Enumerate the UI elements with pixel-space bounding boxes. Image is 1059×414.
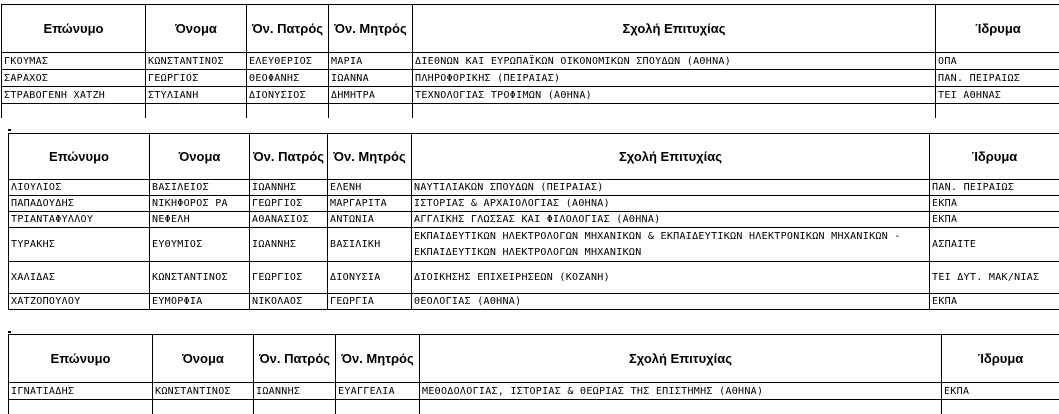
cell-school: ΔΙΟΙΚΗΣΗΣ ΕΠΙΧΕΙΡΗΣΕΩΝ (ΚΟΖΑΝΗ) xyxy=(412,262,930,294)
cell-mother: ΕΛΕΝΗ xyxy=(328,180,412,196)
cell-surname: ΣΑΡΑΧΟΣ xyxy=(2,70,146,87)
header-school: Σχολή Επιτυχίας xyxy=(420,335,942,383)
header-name: Όνομα xyxy=(150,134,250,180)
blank-row xyxy=(2,104,1059,119)
cell-mother: ΑΝΤΩΝΙΑ xyxy=(328,212,412,228)
table-row xyxy=(9,383,1059,400)
header-surname: Επώνυμο xyxy=(2,5,146,53)
header-mother: Όν. Μητρός xyxy=(336,335,420,383)
table-header-row xyxy=(9,134,1059,180)
cell-father: ΝΙΚΟΛΑΟΣ xyxy=(250,294,328,310)
table-row xyxy=(9,262,1059,294)
cell-name: ΕΥΘΥΜΙΟΣ xyxy=(150,228,250,262)
cell-institution: ΠΑΝ. ΠΕΙΡΑΙΩΣ xyxy=(930,180,1059,196)
row-marker xyxy=(8,331,11,333)
table-row xyxy=(9,180,1059,196)
table-row xyxy=(2,70,1059,87)
cell-name: ΚΩΝΣΤΑΝΤΙΝΟΣ xyxy=(150,262,250,294)
cell-school: ΤΕΧΝΟΛΟΓΙΑΣ ΤΡΟΦΙΜΩΝ (ΑΘΗΝΑ) xyxy=(413,87,936,104)
cell-institution: ΠΑΝ. ΠΕΙΡΑΙΩΣ xyxy=(936,70,1059,87)
table-header-row xyxy=(2,5,1059,53)
cell-mother: ΔΗΜΗΤΡΑ xyxy=(329,87,413,104)
cell-name: ΣΤΥΛΙΑΝΗ xyxy=(146,87,247,104)
table-row xyxy=(2,87,1059,104)
cell-school: ΙΣΤΟΡΙΑΣ & ΑΡΧΑΙΟΛΟΓΙΑΣ (ΑΘΗΝΑ) xyxy=(412,196,930,212)
header-father: Όν. Πατρός xyxy=(254,335,336,383)
cell-father: ΔΙΟΝΥΣΙΟΣ xyxy=(247,87,329,104)
cell-institution: ΤΕΙ ΔΥΤ. ΜΑΚ/ΝΙΑΣ xyxy=(930,262,1059,294)
table-row xyxy=(9,294,1059,310)
cell-institution: ΟΠΑ xyxy=(936,53,1059,70)
cell-father: ΓΕΩΡΓΙΟΣ xyxy=(250,196,328,212)
cell-institution: ΕΚΠΑ xyxy=(930,212,1059,228)
cell-name: ΒΑΣΙΛΕΙΟΣ xyxy=(150,180,250,196)
row-marker xyxy=(8,129,11,131)
header-name: Όνομα xyxy=(153,335,254,383)
header-institution: Ίδρυμα xyxy=(942,335,1059,383)
cell-father: ΙΩΑΝΝΗΣ xyxy=(254,383,336,400)
header-surname: Επώνυμο xyxy=(9,335,153,383)
cell-name: ΕΥΜΟΡΦΙΑ xyxy=(150,294,250,310)
cell-school: ΑΓΓΛΙΚΗΣ ΓΛΩΣΣΑΣ ΚΑΙ ΦΙΛΟΛΟΓΙΑΣ (ΑΘΗΝΑ) xyxy=(412,212,930,228)
cell-mother: ΜΑΡΙΑ xyxy=(329,53,413,70)
cell-name: ΝΙΚΗΦΟΡΟΣ ΡΑ xyxy=(150,196,250,212)
cell-name: ΓΕΩΡΓΙΟΣ xyxy=(146,70,247,87)
cell-school: ΜΕΘΟΔΟΛΟΓΙΑΣ, ΙΣΤΟΡΙΑΣ & ΘΕΩΡΙΑΣ ΤΗΣ ΕΠΙΣΤΗΜΗΣ (ΑΘΗΝΑ) xyxy=(420,383,942,400)
cell-institution: ΕΚΠΑ xyxy=(930,196,1059,212)
cell-institution: ΕΚΠΑ xyxy=(942,383,1059,400)
cell-name: ΚΩΝΣΤΑΝΤΙΝΟΣ xyxy=(146,53,247,70)
header-school: Σχολή Επιτυχίας xyxy=(413,5,936,53)
table-row xyxy=(9,228,1059,262)
blank-row xyxy=(9,400,1059,414)
table-row xyxy=(9,212,1059,228)
header-father: Όν. Πατρός xyxy=(250,134,328,180)
cell-mother: ΜΑΡΓΑΡΙΤΑ xyxy=(328,196,412,212)
table-header-row xyxy=(9,335,1059,383)
cell-surname: ΧΑΛΙΔΑΣ xyxy=(9,262,150,294)
cell-institution: ΑΣΠΑΙΤΕ xyxy=(930,228,1059,262)
results-table-3 xyxy=(8,334,1059,414)
cell-school: ΘΕΟΛΟΓΙΑΣ (ΑΘΗΝΑ) xyxy=(412,294,930,310)
header-school: Σχολή Επιτυχίας xyxy=(412,134,930,180)
results-table-2 xyxy=(8,133,1059,310)
cell-surname: ΤΡΙΑΝΤΑΦΥΛΛΟΥ xyxy=(9,212,150,228)
cell-mother: ΔΙΟΝΥΣΙΑ xyxy=(328,262,412,294)
cell-school: ΔΙΕΘΝΩΝ ΚΑΙ ΕΥΡΩΠΑΪΚΩΝ ΟΙΚΟΝΟΜΙΚΩΝ ΣΠΟΥΔΩΝ (ΑΘΗΝΑ) xyxy=(413,53,936,70)
cell-mother: ΙΩΑΝΝΑ xyxy=(329,70,413,87)
cell-school: ΠΛΗΡΟΦΟΡΙΚΗΣ (ΠΕΙΡΑΙΑΣ) xyxy=(413,70,936,87)
cell-mother: ΕΥΑΓΓΕΛΙΑ xyxy=(336,383,420,400)
cell-father: ΙΩΑΝΝΗΣ xyxy=(250,228,328,262)
header-institution: Ίδρυμα xyxy=(936,5,1059,53)
header-mother: Όν. Μητρός xyxy=(328,134,412,180)
cell-surname: ΛΙΟΥΛΙΟΣ xyxy=(9,180,150,196)
cell-father: ΙΩΑΝΝΗΣ xyxy=(250,180,328,196)
header-mother: Όν. Μητρός xyxy=(329,5,413,53)
table-row xyxy=(2,53,1059,70)
results-table-1 xyxy=(1,4,1059,118)
table-row xyxy=(9,196,1059,212)
header-father: Όν. Πατρός xyxy=(247,5,329,53)
cell-school: ΝΑΥΤΙΛΙΑΚΩΝ ΣΠΟΥΔΩΝ (ΠΕΙΡΑΙΑΣ) xyxy=(412,180,930,196)
cell-surname: ΧΑΤΖΟΠΟΥΛΟΥ xyxy=(9,294,150,310)
header-name: Όνομα xyxy=(146,5,247,53)
cell-surname: ΠΑΠΑΔΟΥΔΗΣ xyxy=(9,196,150,212)
cell-name: ΚΩΝΣΤΑΝΤΙΝΟΣ xyxy=(153,383,254,400)
cell-mother: ΓΕΩΡΓΙΑ xyxy=(328,294,412,310)
cell-surname: ΤΥΡΑΚΗΣ xyxy=(9,228,150,262)
cell-name: ΝΕΦΕΛΗ xyxy=(150,212,250,228)
header-institution: Ίδρυμα xyxy=(930,134,1059,180)
cell-father: ΓΕΩΡΓΙΟΣ xyxy=(250,262,328,294)
cell-school: ΕΚΠΑΙΔΕΥΤΙΚΩΝ ΗΛΕΚΤΡΟΛΟΓΩΝ ΜΗΧΑΝΙΚΩΝ & ΕΚΠΑΙΔΕΥΤΙΚΩΝ ΗΛΕΚΤΡΟΝΙΚΩΝ ΜΗΧΑΝΙΚΩΝ - ΕΚΠΑΙΔΕΥΤΙΚΩΝ ΗΛΕΚΤΡΟΛΟΓΩΝ ΜΗΧΑΝΙΚΩΝ xyxy=(412,228,930,262)
cell-father: ΘΕΟΦΑΝΗΣ xyxy=(247,70,329,87)
cell-father: ΑΘΑΝΑΣΙΟΣ xyxy=(250,212,328,228)
cell-surname: ΣΤΡΑΒΟΓΕΝΗ ΧΑΤΖΗ xyxy=(2,87,146,104)
cell-surname: ΙΓΝΑΤΙΑΔΗΣ xyxy=(9,383,153,400)
cell-mother: ΒΑΣΙΛΙΚΗ xyxy=(328,228,412,262)
cell-institution: ΕΚΠΑ xyxy=(930,294,1059,310)
cell-institution: ΤΕΙ ΑΘΗΝΑΣ xyxy=(936,87,1059,104)
header-surname: Επώνυμο xyxy=(9,134,150,180)
cell-father: ΕΛΕΥΘΕΡΙΟΣ xyxy=(247,53,329,70)
cell-surname: ΓΚΟΥΜΑΣ xyxy=(2,53,146,70)
